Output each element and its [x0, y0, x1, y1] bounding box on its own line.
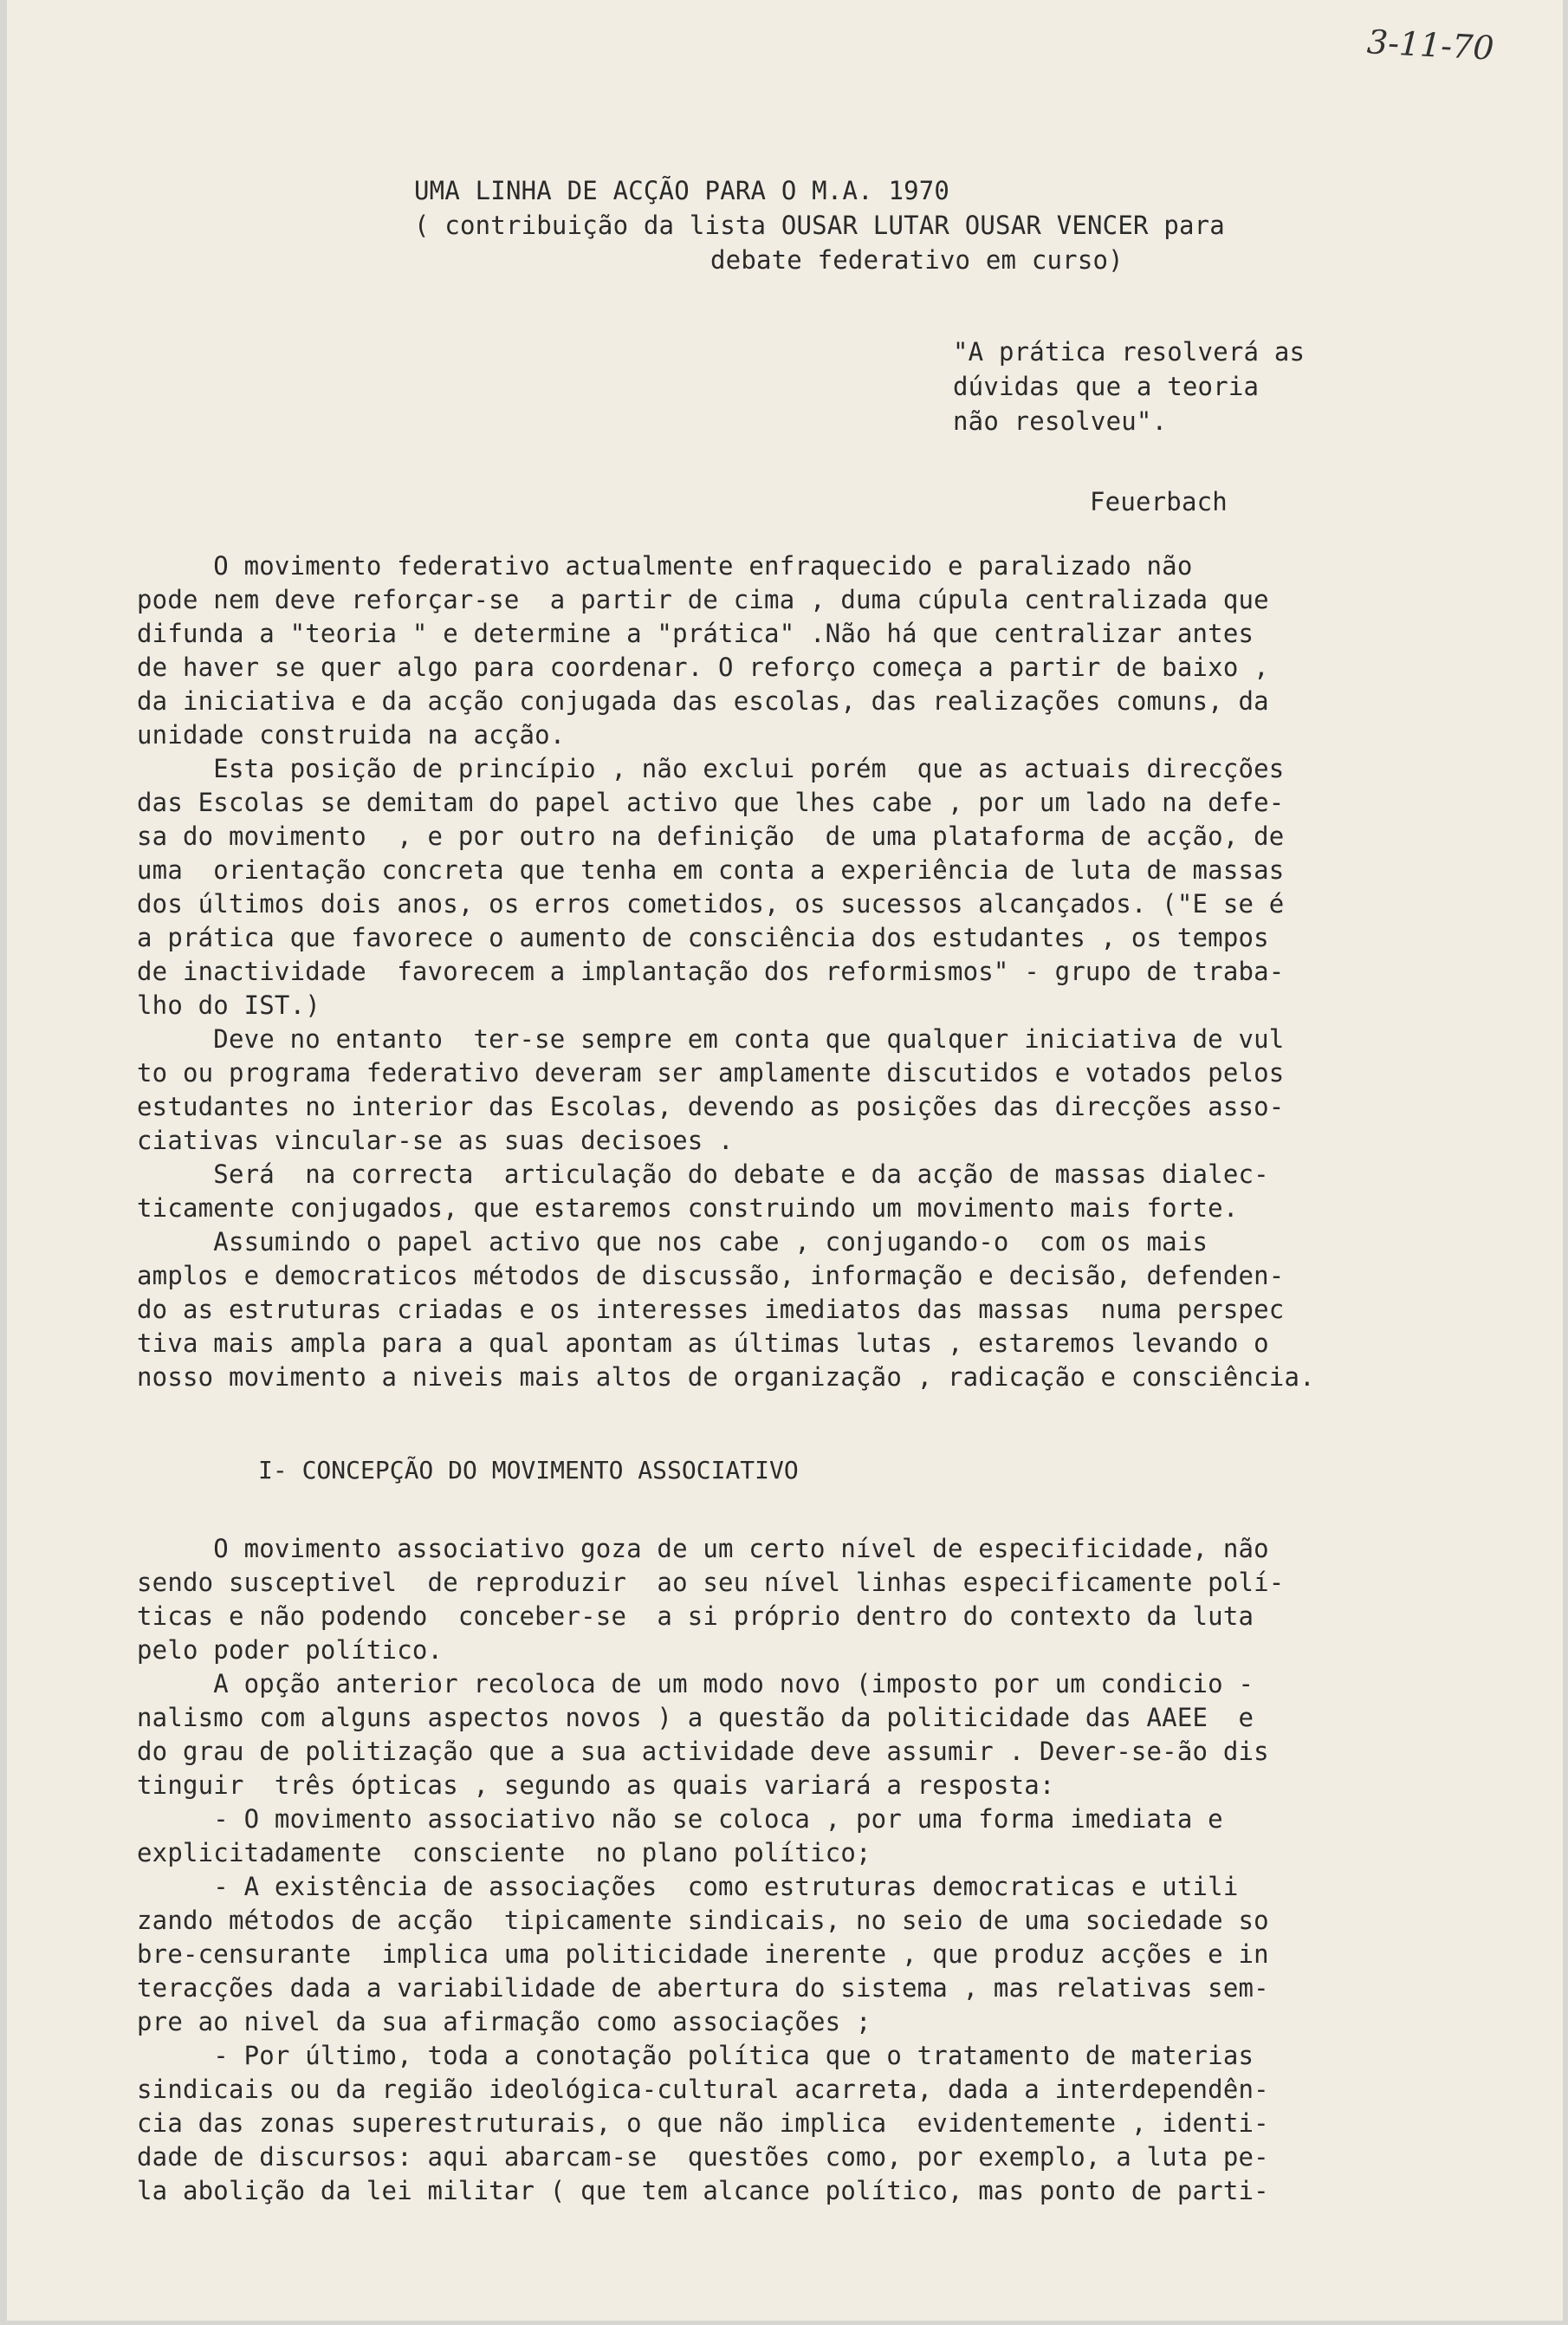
text-line: tiva mais ampla para a qual apontam as últimas lutas , estaremos levando o — [137, 1328, 1269, 1358]
epigraph-line: "A prática resolverá as — [953, 337, 1306, 367]
text-line: pre ao nivel da sua afirmação como associações ; — [137, 2007, 871, 2036]
text-line: la abolição da lei militar ( que tem alcance político, mas ponto de parti- — [137, 2176, 1269, 2205]
document-header — [414, 173, 1225, 277]
text-line: cia das zonas superestruturais, o que não implica evidentemente , identi- — [137, 2108, 1269, 2138]
section-heading: I- CONCEPÇÃO DO MOVIMENTO ASSOCIATIVO — [258, 1456, 799, 1484]
text-line: de inactividade favorecem a implantação dos reformismos" - grupo de traba- — [137, 957, 1285, 986]
text-line: Deve no entanto ter-se sempre em conta que qualquer iniciativa de vul — [137, 1024, 1285, 1054]
text-line: uma orientação concreta que tenha em conta a experiência de luta de massas — [137, 855, 1285, 885]
text-line: Esta posição de princípio , não exclui porém que as actuais direcções — [137, 754, 1285, 783]
epigraph-line: dúvidas que a teoria — [953, 372, 1260, 401]
text-line: do grau de politização que a sua actividade deve assumir . Dever-se-ão dis — [137, 1737, 1269, 1766]
text-line: a prática que favorece o aumento de consciência dos estudantes , os tempos — [137, 923, 1269, 952]
text-line: bre-censurante implica uma politicidade inerente , que produz acções e in — [137, 1939, 1269, 1969]
text-line: dos últimos dois anos, os erros cometidos, os sucessos alcançados. ("E se é — [137, 889, 1285, 919]
text-line: da iniciativa e da acção conjugada das escolas, das realizações comuns, da — [137, 686, 1269, 716]
document-title: UMA LINHA DE ACÇÃO PARA O M.A. 1970 — [414, 176, 950, 205]
text-line: Será na correcta articulação do debate e da acção de massas dialec- — [137, 1159, 1269, 1189]
text-line: das Escolas se demitam do papel activo que lhes cabe , por um lado na defe- — [137, 788, 1285, 817]
text-line: sindicais ou da região ideológica-cultural acarreta, dada a interdependên- — [137, 2075, 1269, 2104]
text-line: ticamente conjugados, que estaremos construindo um movimento mais forte. — [137, 1193, 1239, 1223]
document-subtitle-line-1: ( contribuição da lista OUSAR LUTAR OUSAR VENCER para — [414, 211, 1225, 240]
document-page — [7, 0, 1563, 2321]
text-line: unidade construida na acção. — [137, 720, 566, 750]
intro-paragraphs — [137, 549, 1436, 1394]
handwritten-date-note: 3-11-70 — [1365, 23, 1495, 68]
text-line: - A existência de associações como estruturas democraticas e utili — [137, 1872, 1239, 1901]
text-line: nalismo com alguns aspectos novos ) a questão da politicidade das AAEE e — [137, 1703, 1254, 1732]
text-line: difunda a "teoria " e determine a "prática" .Não há que centralizar antes — [137, 619, 1254, 648]
text-line: O movimento federativo actualmente enfraquecido e paralizado não — [137, 551, 1193, 581]
text-line: do as estruturas criadas e os interesses imediatos das massas numa perspec — [137, 1295, 1285, 1324]
text-line: tinguir três ópticas , segundo as quais variará a resposta: — [137, 1770, 1055, 1800]
epigraph-line: não resolveu". — [953, 406, 1168, 436]
text-line: teracções dada a variabilidade de abertura do sistema , mas relativas sem- — [137, 1973, 1269, 2003]
text-line: estudantes no interior das Escolas, devendo as posições das direcções asso- — [137, 1092, 1285, 1121]
text-line: pode nem deve reforçar-se a partir de cima , duma cúpula centralizada que — [137, 585, 1269, 614]
text-line: dade de discursos: aqui abarcam-se questões como, por exemplo, a luta pe- — [137, 2142, 1269, 2172]
text-line: lho do IST.) — [137, 990, 321, 1020]
text-line: zando métodos de acção tipicamente sindicais, no seio de uma sociedade so — [137, 1906, 1269, 1935]
text-line: explicitadamente consciente no plano político; — [137, 1838, 871, 1867]
text-line: de haver se quer algo para coordenar. O reforço começa a partir de baixo , — [137, 653, 1269, 682]
text-line: Assumindo o papel activo que nos cabe , conjugando-o com os mais — [137, 1227, 1208, 1257]
text-line: O movimento associativo goza de um certo nível de especificidade, não — [137, 1534, 1269, 1563]
section-body — [137, 1532, 1436, 2208]
epigraph-quote — [953, 334, 1305, 438]
text-line: ciativas vincular-se as suas decisoes . — [137, 1126, 734, 1155]
epigraph-author: Feuerbach — [1090, 487, 1228, 516]
text-line: - Por último, toda a conotação política que o tratamento de materias — [137, 2041, 1254, 2070]
text-line: A opção anterior recoloca de um modo novo (imposto por um condicio - — [137, 1669, 1254, 1698]
text-line: sa do movimento , e por outro na definição de uma plataforma de acção, de — [137, 822, 1285, 851]
text-line: amplos e democraticos métodos de discussão, informação e decisão, defenden- — [137, 1261, 1285, 1290]
text-line: - O movimento associativo não se coloca , por uma forma imediata e — [137, 1804, 1223, 1834]
text-line: sendo susceptivel de reproduzir ao seu nível linhas especificamente polí- — [137, 1568, 1285, 1597]
text-line: nosso movimento a niveis mais altos de organização , radicação e consciência. — [137, 1362, 1315, 1392]
text-line: pelo poder político. — [137, 1635, 444, 1665]
text-line: ticas e não podendo conceber-se a si próprio dentro do contexto da luta — [137, 1601, 1254, 1631]
text-line: to ou programa federativo deveram ser amplamente discutidos e votados pelos — [137, 1058, 1285, 1088]
document-subtitle-line-2: debate federativo em curso) — [710, 245, 1124, 275]
